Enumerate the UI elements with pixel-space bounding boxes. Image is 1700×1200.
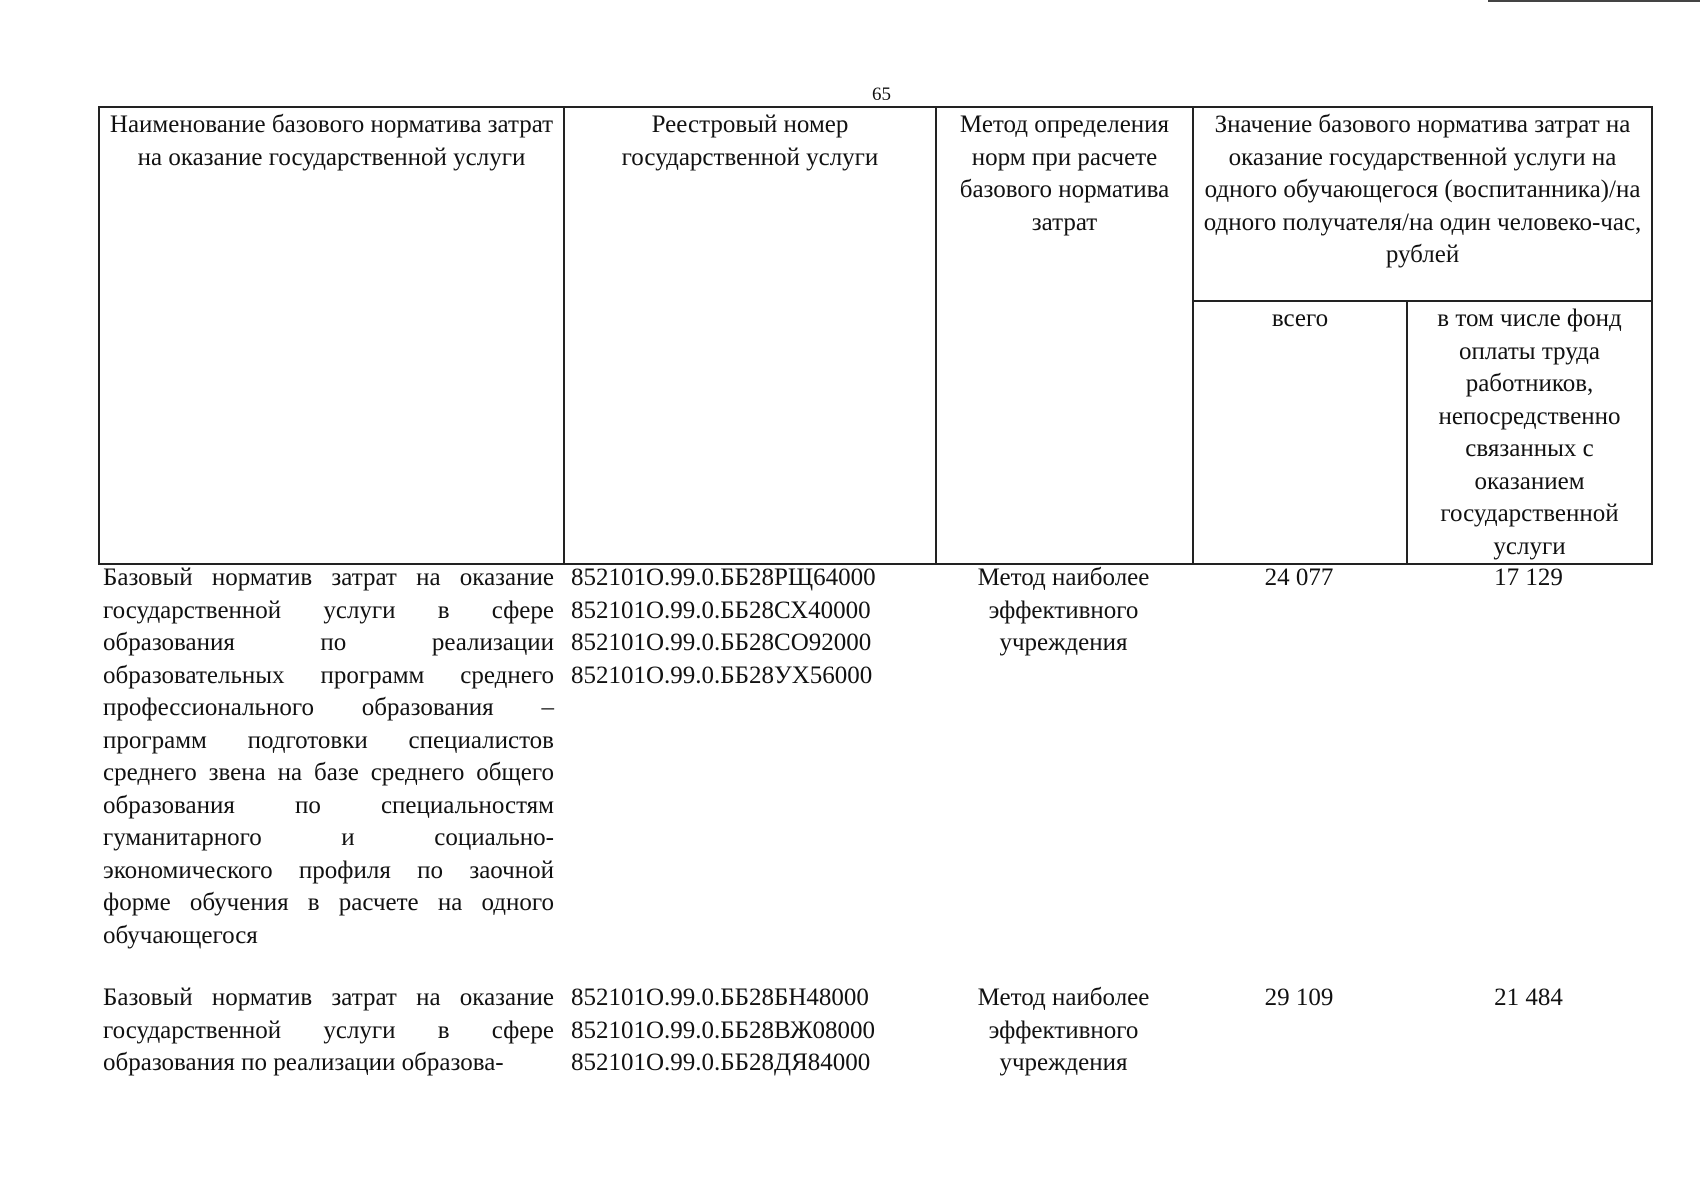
registry-code: 852101О.99.0.ББ28ДЯ84000 bbox=[571, 1049, 871, 1076]
row-total: 24 077 bbox=[1264, 564, 1334, 591]
header-name: Наименование базового норматива затрат на оказание государственной услуги bbox=[99, 107, 564, 564]
header-method: Метод определения норм при расчете базового норматива затрат bbox=[936, 107, 1193, 564]
registry-code: 852101О.99.0.ББ28УХ56000 bbox=[571, 661, 873, 689]
page-number: 65 bbox=[872, 84, 891, 105]
row-wage: 21 484 bbox=[1494, 984, 1563, 1011]
row-total: 29 109 bbox=[1264, 984, 1334, 1011]
registry-code: 852101О.99.0.ББ28СО92000 bbox=[571, 629, 872, 656]
table-row bbox=[98, 562, 1651, 952]
registry-code: 852101О.99.0.ББ28ВЖ08000 bbox=[571, 1016, 875, 1044]
registry-code: 852101О.99.0.ББ28РЩ64000 bbox=[571, 564, 876, 591]
registry-code: 852101О.99.0.ББ28СХ40000 bbox=[571, 596, 871, 624]
row-name: Базовый норматив затрат на оказание государственной услуги в сфере образования по реализации образова- bbox=[103, 984, 554, 1076]
row-codes bbox=[563, 982, 935, 1080]
header-wage: в том числе фонд оплаты труда работников, непосредственно связанных с оказанием государственной услуги bbox=[1407, 301, 1652, 564]
row-codes bbox=[563, 562, 935, 692]
row-wage: 17 129 bbox=[1494, 564, 1563, 591]
header-value: Значение базового норматива затрат на оказание государственной услуги на одного обучающегося (воспитанника)/на одного получателя/на один человеко-час, рублей bbox=[1193, 107, 1652, 301]
header-total: всего bbox=[1193, 301, 1407, 564]
row-name: Базовый норматив затрат на оказание государственной услуги в сфере образования по реализации образовательных программ среднего профессионального образования – программ подготовки специалистов среднего звена на базе среднего общего образования по специальностям гуманитарного и социально-экономического профиля по заочной форме обучения в расчете на одного обучающегося bbox=[103, 564, 554, 949]
row-method: Метод наиболее эффективного учреждения bbox=[977, 564, 1150, 656]
table-row bbox=[98, 982, 1651, 1092]
row-method: Метод наиболее эффективного учреждения bbox=[977, 984, 1150, 1076]
scan-edge-line bbox=[1488, 0, 1700, 2]
header-table bbox=[98, 106, 1653, 565]
header-registry: Реестровый номер государственной услуги bbox=[564, 107, 936, 564]
registry-code: 852101О.99.0.ББ28БН48000 bbox=[571, 984, 869, 1011]
